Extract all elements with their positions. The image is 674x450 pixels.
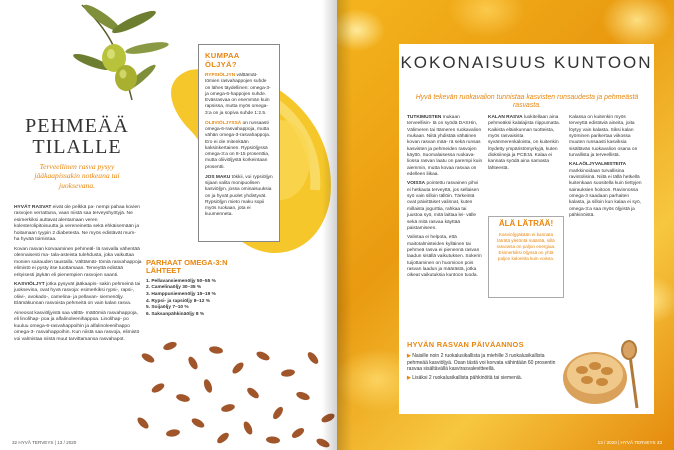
article-column-2	[488, 115, 564, 175]
article-paragraph: TUTKIMUSTEN mukaan terveellisin- tä on syödä DASHin, Välimeren tai Itämeren ruokavalion mukaan. Niitä yhdistää vähäinen kovan rasvan mää- rä sekä runsas kasvisten ja pehmeiden rasvojen käyttö. Suomalaisessa ruokava- liossa rasvan laatu on parempi kuin aiemmin, mutta kovaa rasvaa on edelleen liikaa.	[407, 115, 483, 178]
left-paragraph: KASVIÖLJYT jotka pysyvät jääkaapis- sakin pehmeinä tai juoksevina, ovat hyvä rasvoja: esimerkiksi rypsi-, rapsi-, oliivi-, avokado-, camelina- ja pellavan- siemenöljy. Elämäkunnan rasvoista pehmeitä on vain kalan rasva.	[14, 281, 141, 307]
arrow-icon: ▶	[407, 374, 413, 381]
arrow-icon: ▶	[407, 353, 413, 359]
kumpaa-paragraph: JOS MAKU tökkii, voi rypsiöljyn sijaan valita monipuolisen kasviöljyn, jossa ominaisuuksia on ja hyvät puolet yhdistyvät. Rypsiöljyn mieto maku sopii myös ruokaan, jota ei kuumenneta.	[205, 174, 273, 218]
kumpaa-title: KUMPAA ÖLJYÄ?	[205, 51, 240, 69]
right-page	[337, 0, 674, 450]
list-item: 1. Pellavansiemenöljy 50–55 %	[146, 278, 216, 284]
paivaannos-item: ▶ Naisille noin 2 ruokalusikallista ja miehille 3 ruokalusikallista pehmeää kasviöljyä. Osan tästä voi korvata vähintään 60 prosentin rasvaa sisältävällä kasvirasvalevitteellä.	[407, 353, 556, 372]
left-title: PEHMEÄÄ TILALLE	[25, 115, 129, 158]
left-paragraph: Aineosat kasviöljyistä saa välttä- mättömiä rasvahappoja, eli linolihap- poa ja alfalinoleenihappoa. Linolihap- po kuuluu omega-6-rasvahappoihin ja alfalinoleenihappo omega-3- rasvahappoihin. Kun niistä saa rasvoja, elimistö voi valmistaa niistä muut tarvittamansa rasvahapot.	[14, 310, 140, 342]
ala-latraa-title: ÄLÄ LÄTRÄÄ!	[498, 219, 554, 228]
kumpaa-paragraph: OLIIVIÖLJYSSÄ on runsaasti omega-6-rasvahappoja, mutta vähän omega-3-rasvahappoja. Ero ei ole mitenkään kaksinkertainen. Rypsiöljyssä omega-3:a on 8-15 prosenttia, mutta oliiviöljystä korkeintaan prosentti.	[205, 120, 271, 170]
list-item: 5. Soijaöljy 7–10 %	[146, 305, 189, 311]
page-number-left: 32 HYVÄ TERVEYS | 13 / 2020	[12, 440, 77, 445]
article-paragraph: KALAÖLJYVALMISTEITA markkinoidaan turvallisina ravintolisinä. Niitä ei tällä hetkellä kuitenkaan suositella kuin tiettyjen sairauksien hoitoon. Ravinnossa omega-3 saadaan parhaiten kalasta, ja silloin kun kalaa ei syö, omega-3:a saa myös öljyistä ja pähkinöistä.	[569, 162, 642, 219]
left-body-text	[14, 205, 142, 346]
list-item: 3. Hamppuniemenöljy 15–19 %	[146, 292, 216, 297]
left-ingress: Terveellinen rasva pysyy jääkaapissakin notkeana tai juoksevana.	[34, 162, 120, 190]
kumpaa-oljya-box	[198, 44, 280, 242]
right-title: KOKONAISUUS KUNTOON	[400, 53, 653, 72]
ala-latraa-text: Kasviöljyjäkään ei kannata läträtä yletöntä määrää, sillä rasvassa on paljon energiaa. Esimerkiksi öljyssä on yhtä paljon kaloreita kuin voissa.	[496, 231, 556, 261]
list-item: 2. Camelinaöljy 30–35 %	[146, 285, 202, 291]
ala-latraa-box	[488, 216, 564, 298]
article-paragraph: VOISSA pointettu rasvainen pihvi ei hetkauta terveyttä, jos sellaisen syö vain silloin tällöin. Tärkeintä ovat päivittäiset valinnat, kuten millaista jogurttia, rahkaa tai juustoa syö, mitä laittaa lei- välle sekä mitä rasvaa käyttää paistamiseen.	[407, 181, 479, 231]
kumpaa-paragraph: RYPSIÖLJYN välttämät- tömien rasvahappojen suhde on lähes täydellinen: omega-3- ja omega-6-happojen suhde. Eväsrasvaa on enemmän kuin rapsissa, mutta myös omega-3:a on ja sopiva suhde 1:2.5.	[205, 73, 271, 116]
list-item: 4. Rypsi- ja rapsiöljy 8–12 %	[146, 298, 210, 304]
list-item: 6. Saksanpähkinäöljy 8 %	[146, 311, 205, 317]
article-column-1	[407, 115, 483, 283]
article-paragraph: KALAN RASVA luokitellaan aina pehmeäksi kalalajista riippumatta. Kaikista eläinkunnan tuotteista, myös rasvaisista syvänmerenkaloista, on kuitenkin löydetty ympäristömyrkyjä, kuten dioksiineja ja PCB:tä. Kalaa ei kannata syödä aina samasta lähteestä.	[488, 115, 560, 171]
left-paragraph: Kovan rasvan korvaaminen pehmeäl- lä rasvalla vähentää olennaisesti ma- tala-asteista tulehdusta, joka vaikuttaa monien sairauden taustalla. Välttämät- tömiä rasvahappoja elimistö ei pysty itse tuottamaan. Terveyttä edistää erityisesti jäykän eli pienempien rasvojen saanti.	[14, 246, 142, 278]
paivaannos-title: HYVÄN RASVAN PÄIVÄANNOS	[407, 340, 524, 349]
page-number-right: 13 / 2020 | HYVÄ TERVEYS 33	[597, 440, 662, 445]
left-paragraph: HYVÄT RASVAT eivät ole pelkkä pa- nempi pahaa kovien rasvojen verrattuna, vaan niistä saa terveyshyötyjä. Ne esimerkiksi auttavat alentamaan veren kolesterolipitoisuutta ja vereneinetta sekä ehkäisemään ja hoitamaan tyypin 2 diabetesta. Ne myös edistävät mum- ha hyvää toimintaa.	[14, 205, 140, 243]
flax-seeds-illustration	[128, 328, 337, 450]
omega-title: PARHAAT OMEGA-3:N LÄHTEET	[146, 258, 228, 276]
nuts-bowl-illustration	[557, 338, 652, 413]
gutter-shadow	[322, 0, 352, 450]
paivaannos-item: ▶ Lisäksi 2 ruokalusikallista pähkinöitä tai siemeniä.	[407, 374, 523, 381]
right-ingress: Hyvä tekevän ruokavalion tunnistaa kasvisten runsaudesta ja pehmeästä rasvasta.	[415, 94, 639, 109]
article-paragraph: Valintaa ei helpota, että maitotalmisteiden kylläinen tai pehmeä rasva ei pienennä rasvan laadun sisällä vaikutuksen. Sokerin tuijottaminen on huomioon pois rasvan laadun ja määrästä, jotka oikeat vaikutuksia kuntoon tuoda.	[407, 235, 482, 279]
article-paragraph: Kalassa on kuitenkin myös terveyttä edistäviä aineita, joita löytyy vain kalasta. Siksi kalan syöminen parikertaa viikossa muuten runsaasti kasviksia sisältävän ruokavalion osana on turvallista ja terveellistä.	[569, 115, 638, 159]
article-column-3	[569, 115, 645, 223]
